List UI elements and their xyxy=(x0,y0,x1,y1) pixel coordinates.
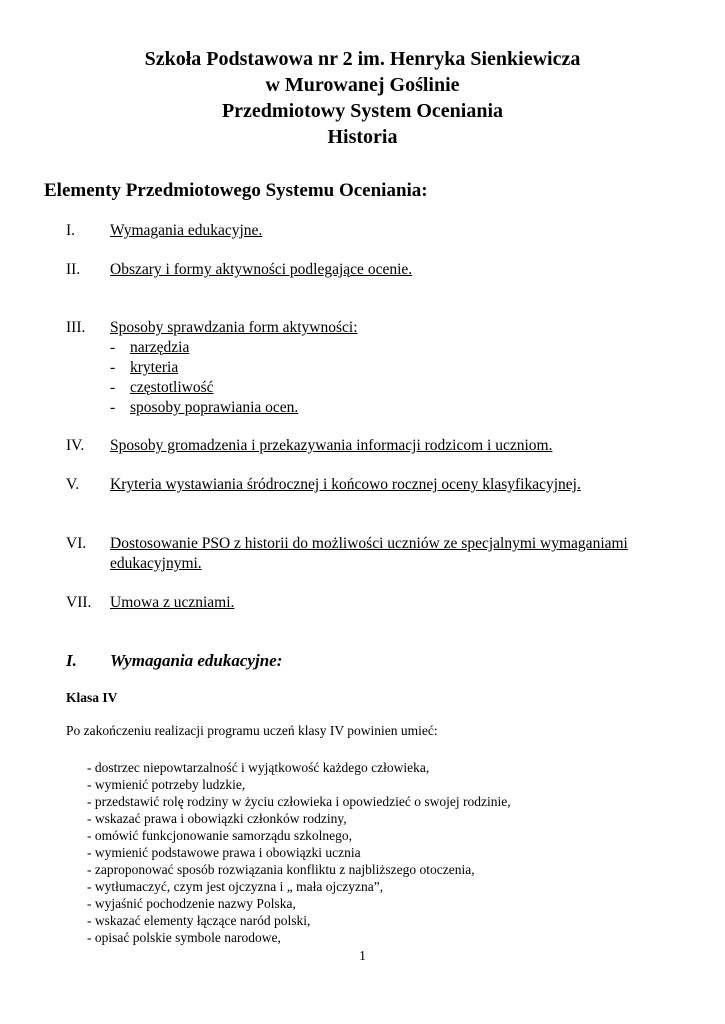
toc-number: II. xyxy=(66,261,81,278)
toc-subitem[interactable] xyxy=(110,398,298,418)
part-one-heading xyxy=(66,651,282,671)
toc-number: VII. xyxy=(66,594,92,611)
document-title xyxy=(0,46,725,150)
list-item: - dostrzec niepowtarzalność i wyjątkowość każdego człowieka, xyxy=(87,760,430,775)
title-line-school: Szkoła Podstawowa nr 2 im. Henryka Sienkiewicza xyxy=(144,48,581,70)
title-line-subject: Historia xyxy=(327,126,398,148)
list-item: - wymienić podstawowe prawa i obowiązki ucznia xyxy=(87,845,361,860)
list-item: - omówić funkcjonowanie samorządu szkolnego, xyxy=(87,828,353,843)
subitem-dash: - xyxy=(110,399,116,416)
part-one-number: I. xyxy=(66,651,77,670)
toc-number: I. xyxy=(66,222,76,239)
page-number: 1 xyxy=(359,948,366,963)
title-line-town: w Murowanej Goślinie xyxy=(265,74,460,96)
toc-number: VI. xyxy=(66,535,87,552)
class-label: Klasa IV xyxy=(66,690,118,705)
skills-list xyxy=(87,759,511,946)
toc-link[interactable]: Obszary i formy aktywności podlegające ocenie. xyxy=(110,261,413,278)
toc-sublink[interactable]: narzędzia xyxy=(130,339,190,356)
toc-subitem[interactable] xyxy=(110,378,214,398)
elements-heading: Elementy Przedmiotowego Systemu Oceniania: xyxy=(44,180,428,201)
part-one-title: Wymagania edukacyjne: xyxy=(110,651,283,670)
toc-link[interactable]: Sposoby gromadzenia i przekazywania informacji rodzicom i uczniom. xyxy=(110,437,553,454)
list-item: - wskazać prawa i obowiązki członków rodziny, xyxy=(87,811,347,826)
subitem-dash: - xyxy=(110,379,116,396)
toc-number: III. xyxy=(66,319,86,336)
list-item: - przedstawić rolę rodziny w życiu człowieka i opowiedzieć o swojej rodzinie, xyxy=(87,794,511,809)
toc-subitem[interactable] xyxy=(110,358,178,378)
list-item: - opisać polskie symbole narodowe, xyxy=(87,930,281,945)
intro-paragraph: Po zakończeniu realizacji programu uczeń klasy IV powinien umieć: xyxy=(66,723,438,738)
toc-sublink[interactable]: kryteria xyxy=(130,359,179,376)
toc-link[interactable]: Umowa z uczniami. xyxy=(110,594,235,611)
toc-link[interactable]: Dostosowanie PSO z historii do możliwości uczniów ze specjalnymi wymaganiami edukacyjnymi. xyxy=(110,535,628,572)
toc-sublink[interactable]: sposoby poprawiania ocen. xyxy=(130,399,299,416)
list-item: - wyjaśnić pochodzenie nazwy Polska, xyxy=(87,896,296,911)
toc-link[interactable]: Wymagania edukacyjne. xyxy=(110,222,263,239)
toc-number: IV. xyxy=(66,437,85,454)
subitem-dash: - xyxy=(110,359,116,376)
toc-sublink[interactable]: częstotliwość xyxy=(130,379,214,396)
toc-subitem[interactable] xyxy=(110,338,189,358)
toc-number: V. xyxy=(66,476,80,493)
list-item: - wymienić potrzeby ludzkie, xyxy=(87,777,246,792)
subitem-dash: - xyxy=(110,339,116,356)
toc-link[interactable]: Sposoby sprawdzania form aktywności: xyxy=(110,319,358,336)
list-item: - wytłumaczyć, czym jest ojczyzna i „ mała ojczyzna”, xyxy=(87,879,384,894)
toc-link[interactable]: Kryteria wystawiania śródrocznej i końcowo rocznej oceny klasyfikacyjnej. xyxy=(110,476,581,493)
list-item: - zaproponować sposób rozwiązania konfliktu z najbliższego otoczenia, xyxy=(87,862,475,877)
title-line-system: Przedmiotowy System Oceniania xyxy=(221,100,504,122)
list-item: - wskazać elementy łączące naród polski, xyxy=(87,913,311,928)
